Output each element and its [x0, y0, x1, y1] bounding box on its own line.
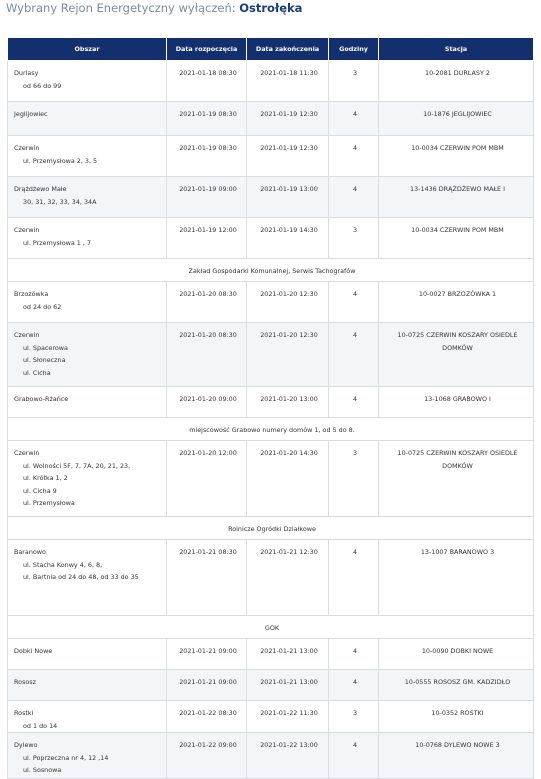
end-cell: 2021-01-20 13:00 — [247, 387, 329, 418]
address-line: ul. Wolności 5F, 7, 7A, 20, 21, 23, — [23, 461, 131, 470]
outages-table — [7, 37, 534, 779]
table-row — [8, 102, 534, 136]
hours-cell: 4 — [329, 387, 379, 418]
area-cell — [8, 282, 167, 323]
address-line: od 24 do 62 — [23, 302, 62, 311]
station-cell: 10-0725 CZERWIN KOSZARY OSIEDLE DOMKÓW — [379, 323, 534, 387]
start-cell: 2021-01-20 08:30 — [167, 323, 247, 387]
page-title — [6, 0, 302, 16]
end-cell: 2021-01-20 12:30 — [247, 323, 329, 387]
address-line: 30, 31, 32, 33, 34, 34A — [23, 197, 97, 206]
place-name: Czerwin — [14, 331, 40, 339]
hours-cell: 3 — [329, 218, 379, 259]
end-cell: 2021-01-19 12:30 — [247, 102, 329, 136]
station-cell: 10-0555 ROSOSZ GM. KADZIDŁO — [379, 670, 534, 701]
start-cell: 2021-01-20 12:00 — [167, 441, 247, 517]
start-cell: 2021-01-20 08:30 — [167, 282, 247, 323]
end-cell: 2021-01-21 12:30 — [247, 540, 329, 616]
end-cell: 2021-01-20 14:30 — [247, 441, 329, 517]
address-line: ul. Stacha Konwy 4, 6, 8, — [23, 560, 103, 569]
place-name: Czerwin — [14, 226, 40, 234]
address-line: ul. Cicha 9 — [23, 486, 57, 495]
place-name: Czerwin — [14, 449, 40, 457]
address-line: ul. Słoneczna — [23, 356, 66, 364]
col-header-hours[interactable]: Godziny — [329, 38, 379, 61]
start-cell: 2021-01-20 09:00 — [167, 387, 247, 418]
area-cell — [8, 177, 167, 218]
end-cell: 2021-01-18 11:30 — [247, 61, 329, 102]
hours-cell: 4 — [329, 733, 379, 779]
region-label: Wybrany Rejon Energetyczny wyłączeń: — [6, 1, 240, 15]
place-name: Dylewo — [14, 741, 38, 749]
col-header-station[interactable]: Stacja — [379, 38, 534, 61]
table-body — [8, 61, 534, 779]
start-cell: 2021-01-22 08:30 — [167, 701, 247, 733]
end-cell: 2021-01-19 12:30 — [247, 136, 329, 177]
table-row — [8, 218, 534, 259]
end-cell: 2021-01-19 13:00 — [247, 177, 329, 218]
place-name: Baranowo — [14, 548, 46, 556]
station-cell: 13-1007 BARANOWO 3 — [379, 540, 534, 616]
note-row — [8, 259, 534, 282]
end-cell: 2021-01-21 13:00 — [247, 670, 329, 701]
hours-cell: 4 — [329, 282, 379, 323]
table-row — [8, 323, 534, 387]
area-cell — [8, 540, 167, 616]
hours-cell: 3 — [329, 61, 379, 102]
address-line: od 66 do 99 — [23, 81, 62, 90]
address-line: ul. Przemysłowa 1 , 7 — [23, 238, 92, 247]
place-name: Rososz — [14, 678, 36, 686]
start-cell: 2021-01-21 09:00 — [167, 670, 247, 701]
area-cell — [8, 218, 167, 259]
hours-cell: 4 — [329, 540, 379, 616]
station-cell: 10-0034 CZERWIN POM MBM — [379, 136, 534, 177]
note-text: miejscowość Grabowo numery domów 1, od 5 do 8. — [8, 418, 534, 441]
table-row — [8, 61, 534, 102]
area-cell — [8, 701, 167, 733]
address-line: ul. Przemysłowa 2, 3, 5 — [23, 156, 98, 165]
start-cell: 2021-01-19 09:00 — [167, 177, 247, 218]
station-cell: 13-1068 GRABOWO I — [379, 387, 534, 418]
start-cell: 2021-01-21 08:30 — [167, 540, 247, 616]
address-line: ul. Spacerowa — [23, 343, 68, 352]
start-cell: 2021-01-19 12:00 — [167, 218, 247, 259]
region-name: Ostrołęka — [239, 1, 303, 15]
station-cell: 10-0027 BRZOZÓWKA 1 — [379, 282, 534, 323]
address-line: ul. Sosnowa — [23, 766, 62, 774]
table-row — [8, 540, 534, 616]
end-cell: 2021-01-22 13:00 — [247, 733, 329, 779]
area-cell — [8, 441, 167, 517]
place-name: Durlasy — [14, 69, 39, 77]
area-cell — [8, 61, 167, 102]
hours-cell: 4 — [329, 323, 379, 387]
area-cell — [8, 323, 167, 387]
place-name: Brzozówka — [14, 290, 49, 298]
place-name: Rostki — [14, 709, 34, 717]
note-text: Zakład Gospodarki Komunalnej, Serwis Tachografów — [8, 259, 534, 282]
start-cell: 2021-01-19 08:30 — [167, 102, 247, 136]
station-cell: 10-0090 DOBKI NOWE — [379, 639, 534, 670]
note-text: Rolnicze Ogródki Działkowe — [8, 517, 534, 540]
place-name: Czerwin — [14, 144, 40, 152]
start-cell: 2021-01-19 08:30 — [167, 136, 247, 177]
station-cell: 10-0768 DYLEWO NOWE 3 — [379, 733, 534, 779]
table-row — [8, 177, 534, 218]
place-name: Jeglijowiec — [14, 110, 48, 118]
area-cell — [8, 639, 167, 670]
hours-cell: 4 — [329, 639, 379, 670]
end-cell: 2021-01-19 14:30 — [247, 218, 329, 259]
address-line: ul. Poprzeczna nr 4, 12 ,14 — [23, 753, 109, 762]
table-row — [8, 733, 534, 779]
address-line: ul. Krótka 1, 2 — [23, 474, 68, 482]
start-cell: 2021-01-18 08:30 — [167, 61, 247, 102]
station-cell: 10-0352 ROSTKI — [379, 701, 534, 733]
table-row — [8, 387, 534, 418]
note-row — [8, 616, 534, 639]
hours-cell: 4 — [329, 136, 379, 177]
hours-cell: 4 — [329, 670, 379, 701]
hours-cell: 3 — [329, 441, 379, 517]
station-cell: 13-1436 DRĄŻDŻEWO MAŁE I — [379, 177, 534, 218]
area-cell — [8, 387, 167, 418]
place-name: Grabowo-Rżańce — [14, 395, 69, 403]
col-header-end[interactable]: Data zakończenia — [247, 38, 329, 61]
end-cell: 2021-01-21 13:00 — [247, 639, 329, 670]
start-cell: 2021-01-22 09:00 — [167, 733, 247, 779]
address-line: ul. Cicha — [23, 368, 51, 377]
area-cell — [8, 670, 167, 701]
table-row — [8, 136, 534, 177]
end-cell: 2021-01-22 11:30 — [247, 701, 329, 733]
address-line: od 1 do 14 — [23, 721, 58, 730]
table-header-row — [8, 38, 534, 61]
address-line: ul. Bartnia od 24 do 48, od 33 do 35 — [23, 573, 139, 581]
end-cell: 2021-01-20 12:30 — [247, 282, 329, 323]
table-row — [8, 670, 534, 701]
area-cell — [8, 102, 167, 136]
col-header-start[interactable]: Data rozpoczęcia — [167, 38, 247, 61]
address-line: ul. Przemysłowa — [23, 499, 75, 507]
table-row — [8, 441, 534, 517]
area-cell — [8, 136, 167, 177]
station-cell: 10-0034 CZERWIN POM MBM — [379, 218, 534, 259]
area-cell — [8, 733, 167, 779]
note-row — [8, 517, 534, 540]
station-cell: 10-0725 CZERWIN KOSZARY OSIEDLE DOMKÓW — [379, 441, 534, 517]
place-name: Drążdżewo Małe — [14, 185, 67, 193]
hours-cell: 4 — [329, 177, 379, 218]
col-header-area[interactable]: Obszar — [8, 38, 167, 61]
place-name: Dobki Nowe — [14, 647, 53, 655]
table-row — [8, 282, 534, 323]
note-text: GOK — [8, 616, 534, 639]
hours-cell: 3 — [329, 701, 379, 733]
note-row — [8, 418, 534, 441]
table-row — [8, 701, 534, 733]
station-cell: 10-2081 DURLASY 2 — [379, 61, 534, 102]
station-cell: 10-1876 JEGLIJOWIEC — [379, 102, 534, 136]
hours-cell: 4 — [329, 102, 379, 136]
start-cell: 2021-01-21 09:00 — [167, 639, 247, 670]
table-row — [8, 639, 534, 670]
